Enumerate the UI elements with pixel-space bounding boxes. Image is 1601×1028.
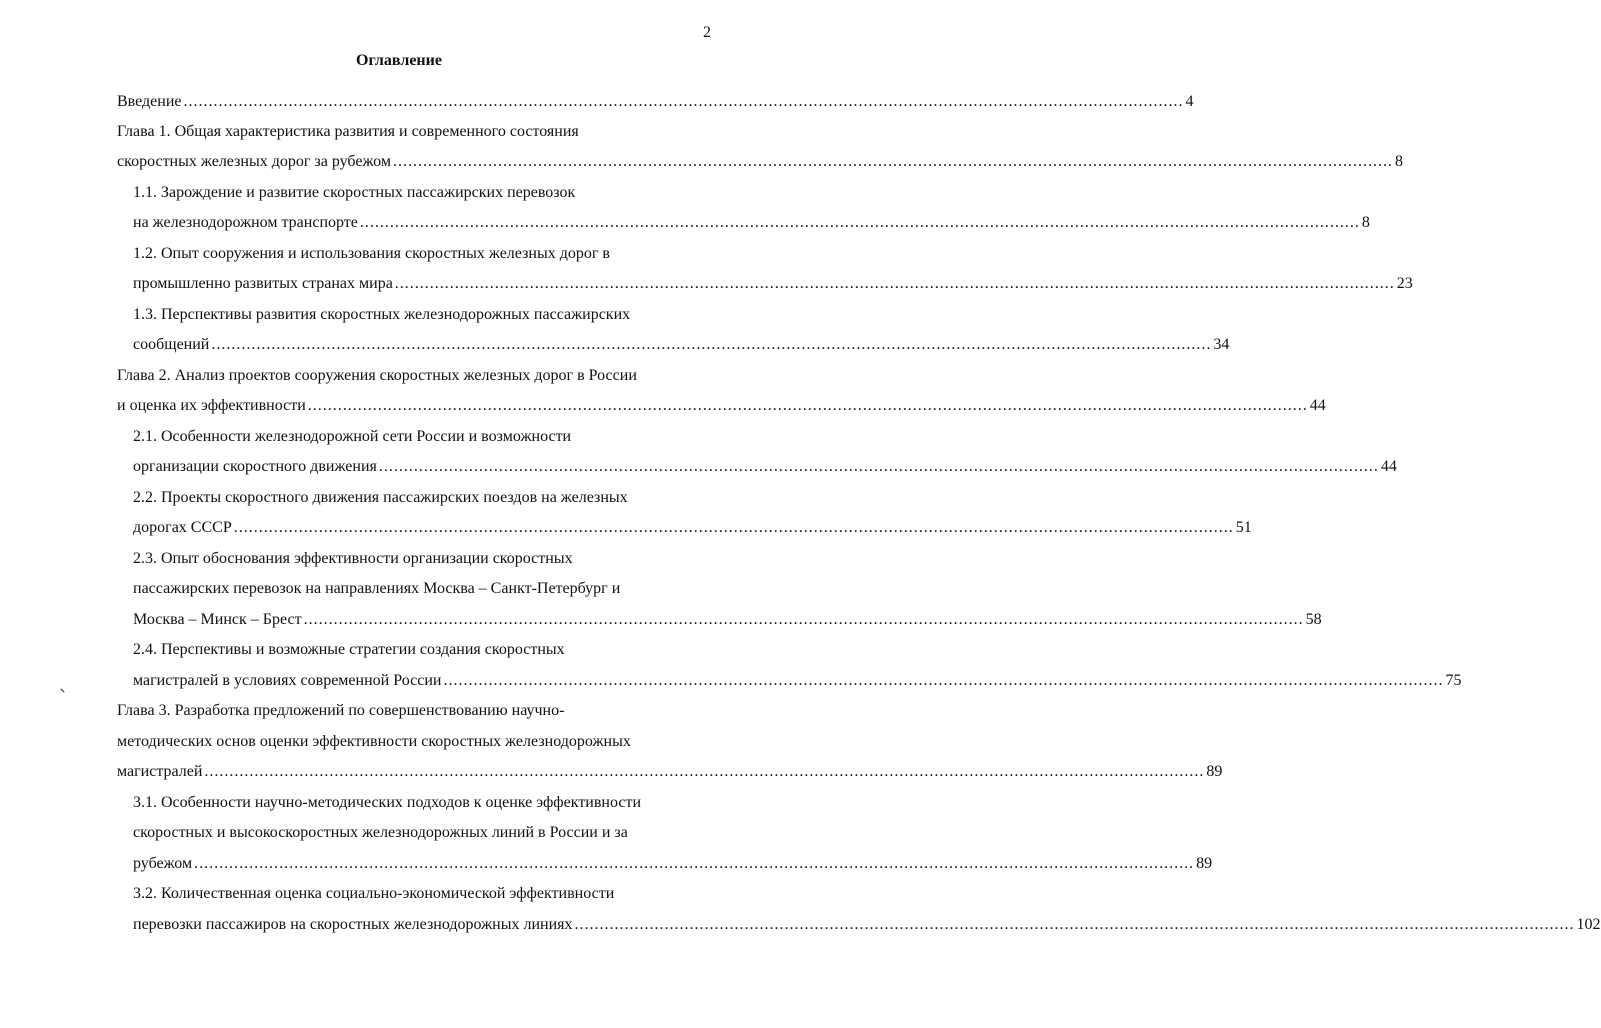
toc-dot-leader: ........................................................................................................................................................................................................ [392, 153, 1393, 170]
toc-entry [117, 364, 637, 388]
toc-entry-text: магистралей в условиях современной России [133, 672, 442, 689]
toc-entry [117, 699, 564, 723]
toc-entry [133, 242, 610, 266]
toc-entry [133, 913, 1601, 937]
toc-entry [117, 150, 1403, 174]
toc-dot-leader: ........................................................................................................................................................................................................ [574, 916, 1575, 933]
toc-entry [133, 669, 1462, 693]
toc-entry-text: 2.2. Проекты скоростного движения пассажирских поездов на железных [133, 489, 628, 506]
page-number: 2 [703, 24, 711, 41]
toc-page-number: 4 [1185, 93, 1194, 110]
toc-entry-text: 1.1. Зарождение и развитие скоростных пассажирских перевозок [133, 184, 576, 201]
toc-dot-leader: ........................................................................................................................................................................................................ [378, 458, 1379, 475]
toc-entry [133, 608, 1322, 632]
toc-entry-text: промышленно развитых странах мира [133, 275, 393, 292]
toc-entry-text: 1.2. Опыт сооружения и использования скоростных железных дорог в [133, 245, 610, 262]
toc-entry [117, 760, 1223, 784]
toc-entry-text: 2.1. Особенности железнодорожной сети России и возможности [133, 428, 572, 445]
toc-entry [133, 577, 620, 601]
toc-entry [117, 90, 1194, 114]
toc-entry-text: организации скоростного движения [133, 458, 377, 475]
toc-entry [117, 394, 1326, 418]
toc-page-number: 44 [1380, 458, 1397, 475]
toc-page-number: 102 [1576, 916, 1601, 933]
toc-dot-leader: ........................................................................................................................................................................................................ [204, 763, 1205, 780]
toc-entry [133, 547, 573, 571]
stray-mark [60, 688, 64, 692]
toc-entry-text: на железнодорожном транспорте [133, 214, 358, 231]
toc-entry [133, 333, 1230, 357]
toc-entry-text: пассажирских перевозок на направлениях Москва – Санкт-Петербург и [133, 580, 621, 597]
toc-dot-leader: ........................................................................................................................................................................................................ [359, 214, 1360, 231]
toc-entry-text: 1.3. Перспективы развития скоростных железнодорожных пассажирских [133, 306, 631, 323]
toc-dot-leader: ........................................................................................................................................................................................................ [211, 336, 1212, 353]
toc-entry [133, 181, 575, 205]
toc-page-number: 23 [1396, 275, 1413, 292]
toc-page-number: 44 [1309, 397, 1326, 414]
toc-entry [117, 730, 631, 754]
toc-entry [133, 516, 1252, 540]
toc-entry [133, 882, 614, 906]
toc-page-number: 58 [1305, 611, 1322, 628]
toc-entry-text: Глава 1. Общая характеристика развития и современного состояния [117, 123, 579, 140]
toc-entry-text: магистралей [117, 763, 203, 780]
toc-entry-text: Глава 3. Разработка предложений по совершенствованию научно- [117, 702, 565, 719]
toc-dot-leader: ........................................................................................................................................................................................................ [233, 519, 1234, 536]
toc-entry [133, 821, 628, 845]
toc-entry-text: 3.2. Количественная оценка социально-экономической эффективности [133, 885, 615, 902]
toc-entry-text: 2.4. Перспективы и возможные стратегии создания скоростных [133, 641, 565, 658]
toc-dot-leader: ........................................................................................................................................................................................................ [307, 397, 1308, 414]
toc-entry [133, 791, 641, 815]
toc-page-number: 51 [1235, 519, 1252, 536]
toc-entry [133, 455, 1397, 479]
toc-dot-leader: ........................................................................................................................................................................................................ [303, 611, 1304, 628]
toc-entry-text: и оценка их эффективности [117, 397, 306, 414]
toc-page-number: 8 [1394, 153, 1403, 170]
toc-page-number: 8 [1361, 214, 1370, 231]
toc-page-number: 75 [1445, 672, 1462, 689]
page-title: Оглавление [356, 52, 442, 69]
toc-page-number: 89 [1196, 855, 1213, 872]
toc-page-number: 34 [1213, 336, 1230, 353]
toc-entry [133, 425, 571, 449]
toc-entry-text: сообщений [133, 336, 210, 353]
toc-entry-text: 2.3. Опыт обоснования эффективности организации скоростных [133, 550, 573, 567]
toc-entry [133, 272, 1413, 296]
toc-dot-leader: ........................................................................................................................................................................................................ [443, 672, 1444, 689]
toc-entry-text: скоростных и высокоскоростных железнодорожных линий в России и за [133, 824, 628, 841]
toc-entry [133, 638, 565, 662]
toc-entry [133, 211, 1370, 235]
toc-entry [133, 303, 630, 327]
toc-entry-text: рубежом [133, 855, 193, 872]
toc-entry-text: методических основ оценки эффективности скоростных железнодорожных [117, 733, 631, 750]
toc-entry [133, 486, 628, 510]
toc-entry [133, 852, 1213, 876]
toc-page-number: 89 [1206, 763, 1223, 780]
toc-dot-leader: ........................................................................................................................................................................................................ [394, 275, 1395, 292]
toc-entry-text: перевозки пассажиров на скоростных железнодорожных линиях [133, 916, 573, 933]
toc-entry-text: Глава 2. Анализ проектов сооружения скоростных железных дорог в России [117, 367, 637, 384]
toc-dot-leader: ........................................................................................................................................................................................................ [194, 855, 1195, 872]
toc-entry [117, 120, 579, 144]
toc-entry-text: Введение [117, 93, 182, 110]
toc-entry-text: Москва – Минск – Брест [133, 611, 302, 628]
toc-entry-text: 3.1. Особенности научно-методических подходов к оценке эффективности [133, 794, 642, 811]
toc-entry-text: скоростных железных дорог за рубежом [117, 153, 391, 170]
toc-dot-leader: ........................................................................................................................................................................................................ [183, 93, 1184, 110]
toc-entry-text: дорогах СССР [133, 519, 232, 536]
